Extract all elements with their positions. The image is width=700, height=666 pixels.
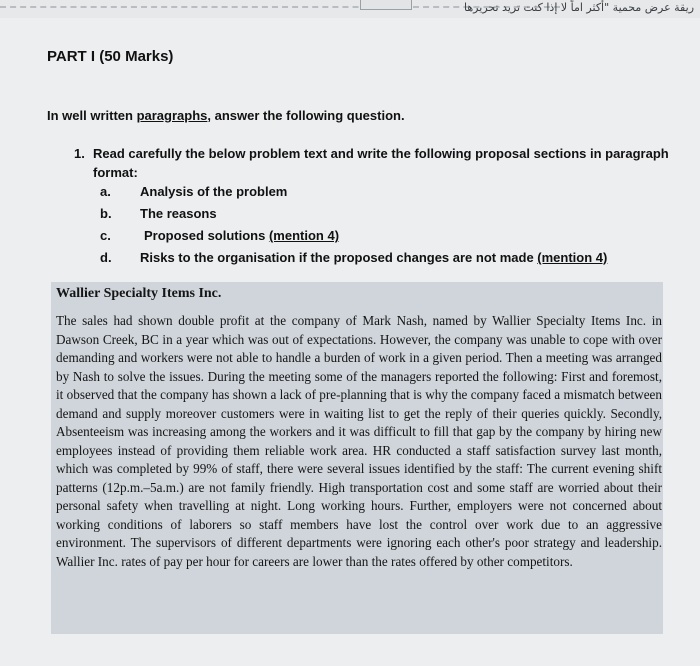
instruction-underlined: paragraphs [136,108,208,123]
list-item-letter: d. [100,250,112,265]
list-item-underlined: (mention 4) [268,228,340,243]
list-item [100,228,660,250]
list-item-label: The reasons [140,206,217,221]
list-item [100,250,660,272]
list-item-text [140,206,217,221]
instruction-pre: In well written [47,108,137,123]
case-body: The sales had shown double profit at the company of Mark Nash, named by Wallier Specialty Items Inc. in Dawson Creek, BC in a year which was out of expectations. However, the company was unable to cope with over demanding and workers were not able to handle a burden of work in a given period. Then a meeting was arranged by Nash to solve the issues. During the meeting some of the managers reported the following: First and foremost, it observed that the company has shown a lack of pre-planning that is why the company faced a mismatch between demand and supply moreover customers were in waiting list to get the reply of their queries quickly. Secondly, Absenteeism was increasing among the workers and it was difficult to fill that gap by the company by hiring new employees instead of providing them reliable work area. HR conducted a staff satisfaction survey last month, which was completed by 99% of staff, there were several issues identified by the staff: The current evening shift patterns (12p.m.–5a.m.) are not family friendly. High transportation cost and some staff are worried about their personal safety when travelling at night. Long working hours. Further, employers were not concerned about working conditions of laborers so staff members have lost the control over work due to an aggressive environment. The supervisors of different departments were ignoring each other's poor strategy and leadership. Wallier Inc. rates of pay per hour for careers are lower than the rates offered by other competitors. [56,313,662,569]
list-item-letter: b. [100,206,112,221]
list-item [100,206,660,228]
list-item-label: Analysis of the problem [140,184,288,199]
part-heading: PART I (50 Marks) [47,48,174,65]
list-item-letter: c. [100,228,111,243]
ribbon-tab-box [360,0,412,10]
instruction-line [47,108,405,123]
instruction-post: , answer the following question. [207,108,405,123]
case-study-box [51,282,663,634]
proposal-sections-list [100,184,660,272]
question-number: 1. [74,146,85,161]
list-item-text [144,228,339,243]
case-title: Wallier Specialty Items Inc. [56,286,222,301]
list-item [100,184,660,206]
question-1 [74,144,674,182]
list-item-label: Risks to the organisation if the proposed changes are not made [140,250,538,265]
protected-view-notice: ريقة عرض محمية "أكثر اماً لا إذا كنت تريد تحريرها [464,1,694,14]
list-item-text [140,184,287,199]
list-item-label: Proposed solutions [144,228,269,243]
top-document-strip [0,0,700,18]
list-item-underlined: (mention 4) [537,250,608,265]
list-item-text [140,250,607,265]
list-item-letter: a. [100,184,111,199]
question-text: Read carefully the below problem text and write the following proposal sections in paragraph format: [93,146,669,180]
